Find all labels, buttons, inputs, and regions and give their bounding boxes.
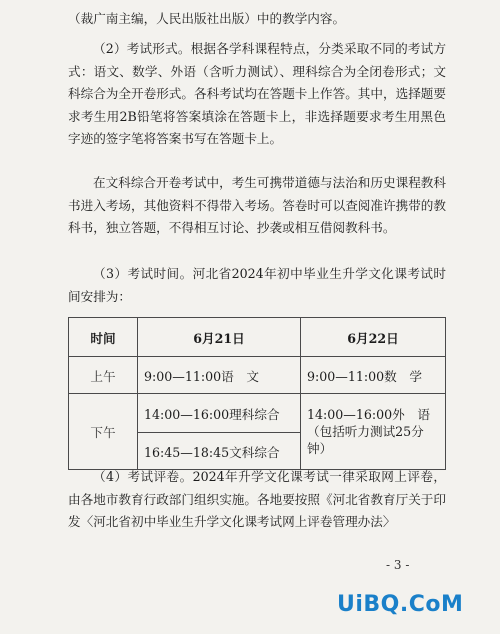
paragraph-exam-format: （2）考试形式。根据各学科课程特点，分类采取不同的考试方式：语文、数学、外语（含听力测试）、理科综合为全闭卷形式；文科综合为全开卷形式。各科考试均在答题卡上作答。其中，选择题要求考生用2B铅笔将答案填涂在答题卡上，非选择题要求考生用黑色字迹的签字笔将答案书写在答题卡上。 [68, 41, 446, 146]
morning-june-22: 9:00—11:00数 学 [301, 357, 446, 394]
morning-label: 上午 [69, 357, 138, 394]
afternoon-june-21-first: 14:00—16:00理科综合 [138, 394, 301, 433]
afternoon-june-21-second: 16:45—18:45文科综合 [138, 433, 301, 470]
table-header-row [69, 318, 446, 357]
paragraph-open-book: 在文科综合开卷考试中，考生可携带道德与法治和历史课程教科书进入考场，其他资料不得带入考场。答卷时可以查阅准许携带的教科书，独立答题，不得相互讨论、抄袭或相互借阅教科书。 [68, 175, 446, 235]
afternoon-label: 下午 [69, 394, 138, 470]
paragraph-textbook-note: （裁广南主编，人民出版社出版）中的教学内容。 [68, 11, 346, 26]
afternoon-june-22 [301, 394, 446, 470]
header-time: 时间 [69, 318, 138, 357]
site-watermark-logo: UiBQ.CoM [337, 592, 464, 617]
afternoon-june-22-line2: （包括听力测试25分钟） [307, 424, 424, 456]
header-june-21: 6月21日 [138, 318, 301, 357]
afternoon-june-22-line1: 14:00—16:00外 语 [307, 407, 430, 422]
table-row-morning [69, 357, 446, 394]
morning-june-21: 9:00—11:00语 文 [138, 357, 301, 394]
paragraph-marking: （4）考试评卷。2024年升学文化课考试一律采取网上评卷，由各地市教育行政部门组织实施。各地要按照《河北省教育厅关于印发〈河北省初中毕业生升学文化课考试网上评卷管理办法〉 [68, 469, 446, 529]
header-june-22: 6月22日 [301, 318, 446, 357]
page-number: - 3 - [386, 558, 410, 572]
exam-schedule-table [68, 317, 446, 470]
paragraph-exam-time: （3）考试时间。河北省2024年初中毕业生升学文化课考试时间安排为： [68, 266, 446, 304]
table-row-afternoon-1 [69, 394, 446, 433]
